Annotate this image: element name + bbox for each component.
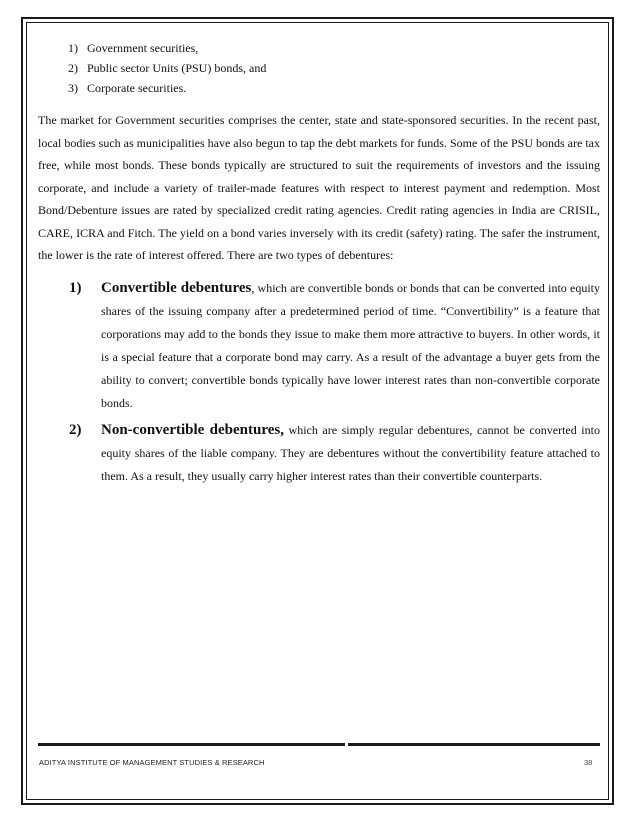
list-item	[38, 38, 600, 58]
list-item-number: 3)	[68, 81, 78, 95]
debenture-term: Non-convertible debentures,	[101, 421, 284, 438]
list-item-text: Corporate securities.	[87, 81, 187, 95]
list-item-number: 2)	[68, 61, 78, 75]
list-item	[38, 58, 600, 78]
footer-institute-name: ADITYA INSTITUTE OF MANAGEMENT STUDIES & RESEARCH	[39, 758, 265, 767]
debenture-number: 2)	[69, 421, 82, 438]
debenture-term: Convertible debentures	[101, 279, 252, 296]
list-item-number: 1)	[68, 41, 78, 55]
footer-page-number: 38	[584, 758, 593, 767]
debenture-body	[101, 277, 600, 415]
securities-list	[38, 38, 600, 98]
body-paragraph: The market for Government securities comprises the center, state and state-sponsored securities. In the recent past, local bodies such as municipalities have also begun to tap the debt markets for funds. Some of the PSU bonds are tax free, while most bonds. These bonds typically are structured to suit the requirements of investors and the issuing corporate, and include a variety of trailer-made features with respect to interest payment and redemption. Most Bond/Debenture issues are rated by specialized credit rating agencies. Credit rating agencies in India are CRISIL, CARE, ICRA and Fitch. The yield on a bond varies inversely with its credit (safety) rating. The safer the instrument, the lower is the rate of interest offered. There are two types of debentures:	[38, 113, 600, 262]
debenture-item-non-convertible	[38, 419, 600, 488]
debenture-description: which are simply regular debentures, cannot be converted into equity shares of the liable company. They are debentures without the convertibility feature attached to them. As a result, they usually carry higher interest rates than their convertible counterparts.	[101, 422, 600, 483]
debenture-number: 1)	[69, 279, 82, 296]
page-content	[38, 38, 600, 488]
list-item	[38, 78, 600, 98]
list-item-text: Government securities,	[87, 41, 199, 55]
debenture-body	[101, 419, 600, 488]
debenture-description: , which are convertible bonds or bonds that can be converted into equity shares of the issuing company after a predetermined period of time. “Convertibility” is a feature that corporations may add to the bonds they issue to make them more attractive to buyers. In other words, it is a special feature that a corporate bond may carry. As a result of the advantage a buyer gets from the ability to convert; convertible bonds typically have lower interest rates than non-convertible corporate bonds.	[101, 280, 600, 410]
footer-divider	[38, 743, 600, 746]
debenture-item-convertible	[38, 277, 600, 415]
list-item-text: Public sector Units (PSU) bonds, and	[87, 61, 267, 75]
